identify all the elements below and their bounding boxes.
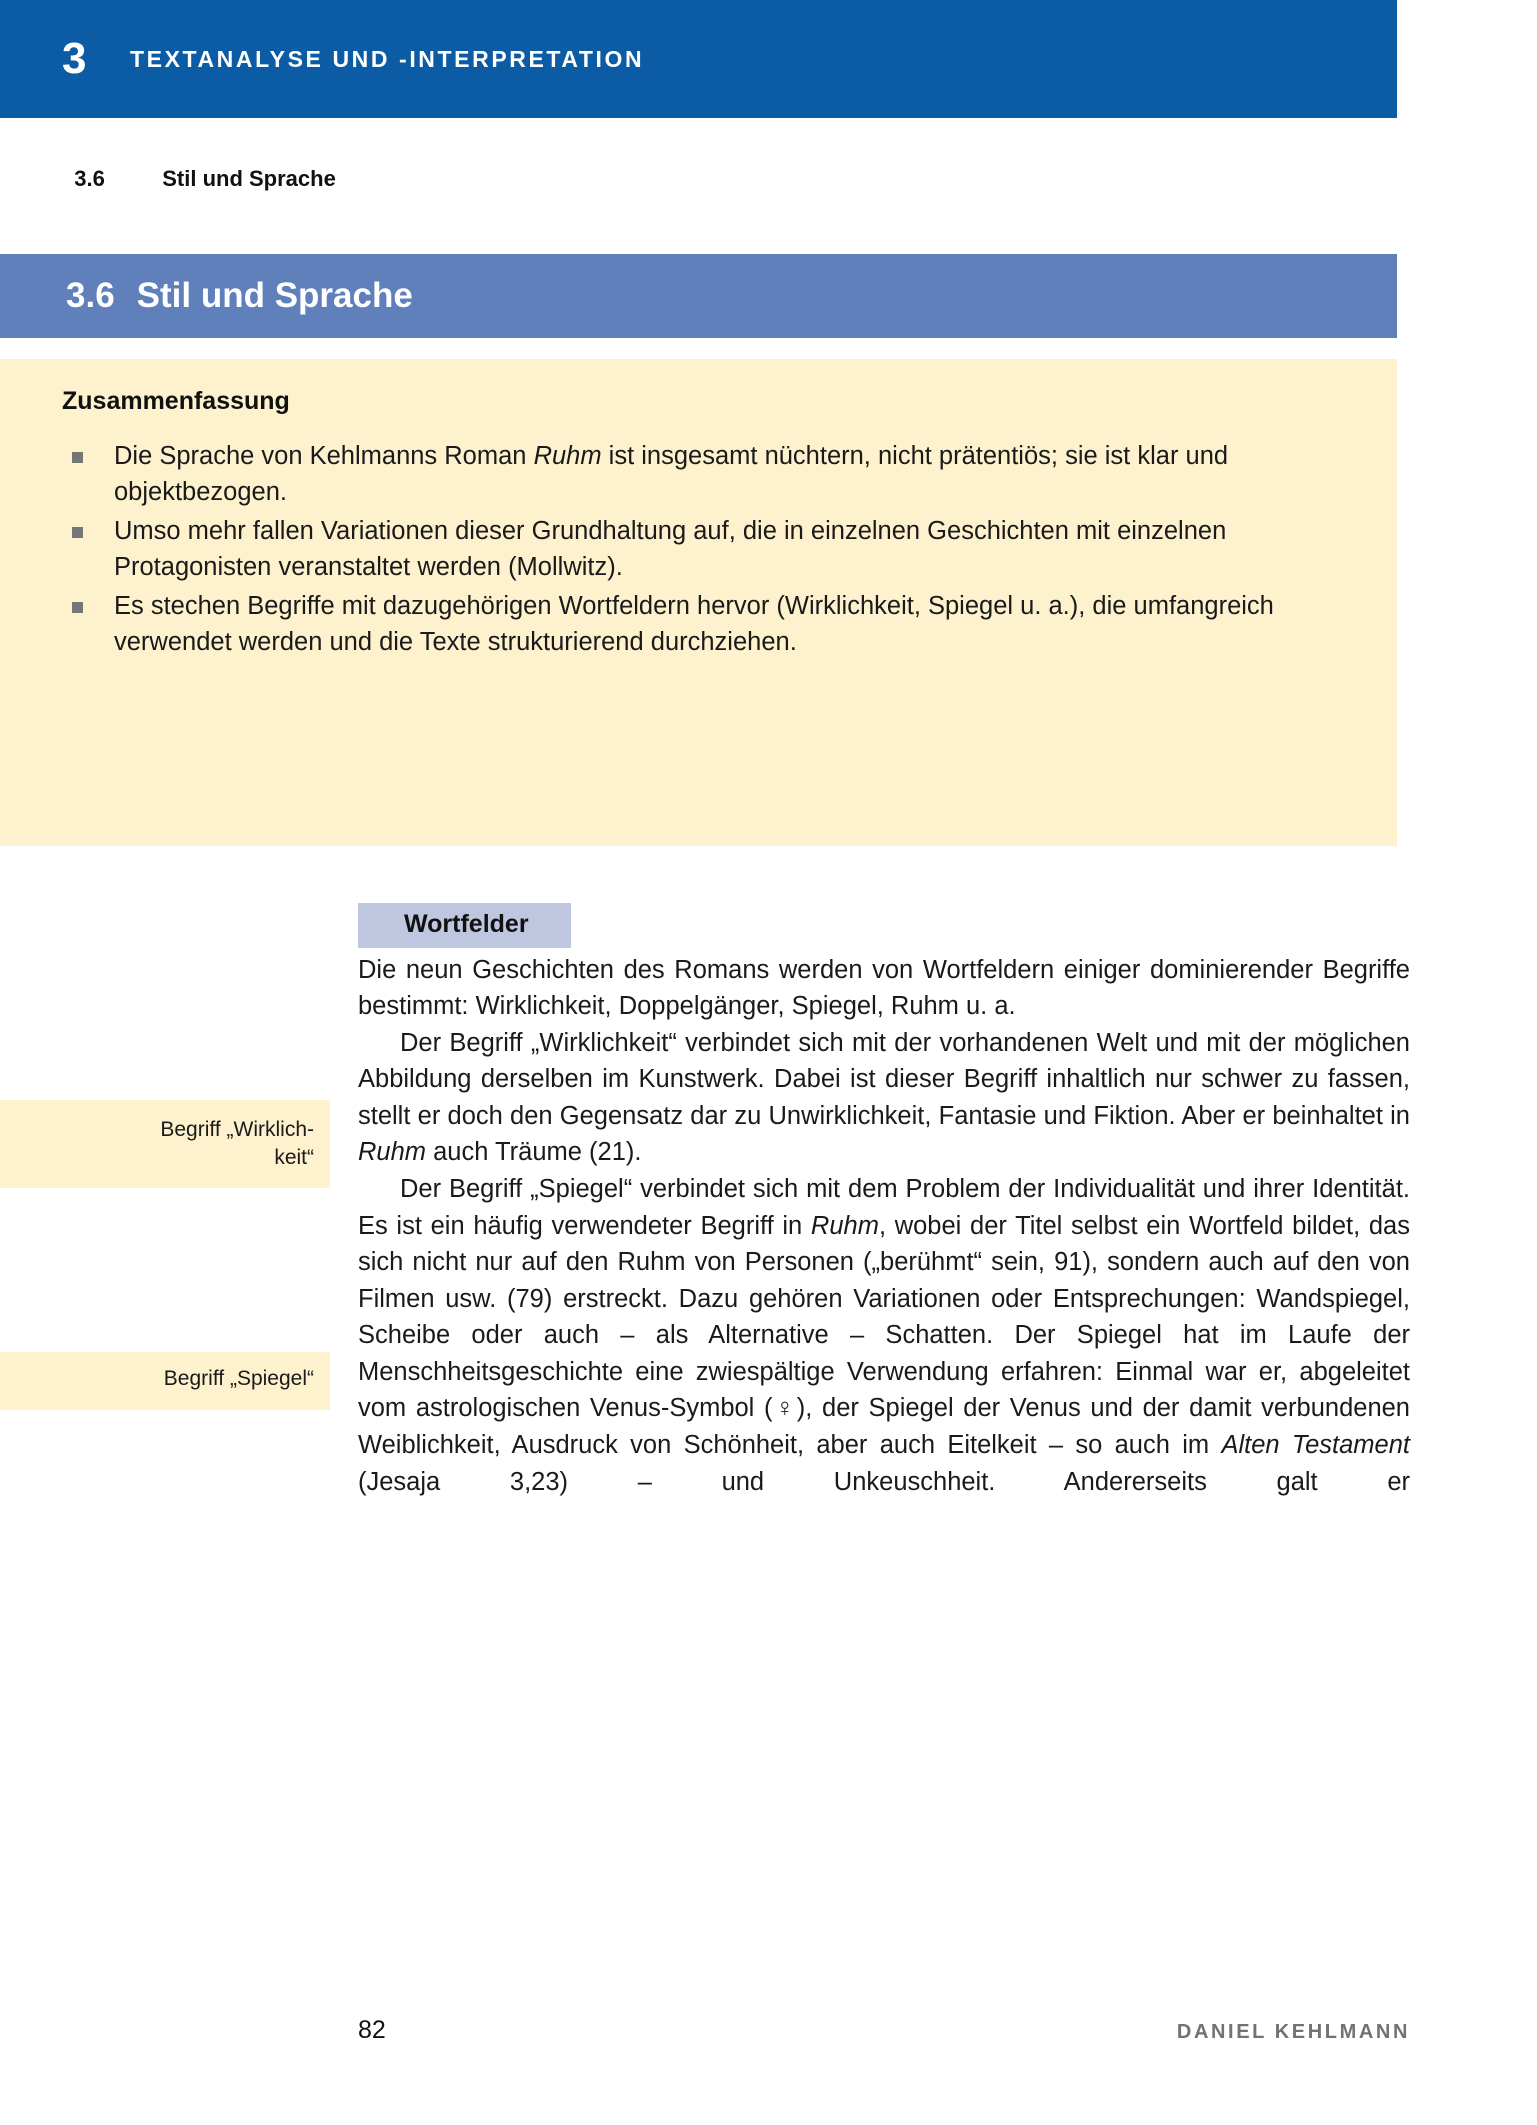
square-bullet-icon: [72, 602, 83, 613]
wortfelder-tag: Wortfelder: [358, 903, 571, 948]
paragraph: Der Begriff „Spiegel“ verbindet sich mit dem Problem der Individualität und ihrer Identität. Es ist ein häufig verwendeter Begriff in Ruhm, wobei der Titel selbst ein Wortfeld bildet, das sich nicht nur auf den Ruhm von Personen („berühmt“ sein, 91), sondern auch auf den von Filmen usw. (79) erstreckt. Dazu gehören Variationen oder Entsprechungen: Wandspiegel, Scheibe oder auch – als Alternative – Schatten. Der Spiegel hat im Laufe der Menschheitsgeschichte eine zwiespältige Verwendung erfahren: Einmal war er, abgeleitet vom astrologischen Venus-Symbol (♀), der Spiegel der Venus und der damit verbundenen Weiblichkeit, Ausdruck von Schönheit, aber auch Eitelkeit – so auch im Alten Testament (Jesaja 3,23) – und Unkeuschheit. Andererseits galt er: [358, 1174, 1410, 1496]
section-title-band: [0, 254, 1397, 338]
paragraph: Der Begriff „Wirklichkeit“ verbindet sich mit der vorhandenen Welt und mit der möglichen Abbildung derselben im Kunstwerk. Dabei ist dieser Begriff inhaltlich nur schwer zu fassen, stellt er doch den Gegensatz dar zu Unwirklichkeit, Fantasie und Fiktion. Aber er beinhaltet in Ruhm auch Träume (21).: [358, 1028, 1410, 1167]
list-item-text: Umso mehr fallen Variationen dieser Grundhaltung auf, die in einzelnen Geschichten mit einzelnen Protagonisten veranstaltet werden (Mollwitz).: [114, 516, 1227, 582]
running-head: [62, 140, 336, 192]
summary-heading: Zusammenfassung: [62, 387, 290, 415]
margin-note-text: Begriff „Wirklich- keit“: [160, 1118, 314, 1169]
margin-note-text: Begriff „Spiegel“: [163, 1367, 314, 1390]
chapter-number: 3: [62, 34, 87, 83]
summary-bullet-list: [62, 438, 1353, 661]
chapter-header-bar: [0, 0, 1397, 118]
margin-note-spiegel: [0, 1352, 330, 1410]
running-head-title: Stil und Sprache: [162, 166, 336, 191]
page-number: 82: [358, 2016, 386, 2044]
square-bullet-icon: [72, 527, 83, 538]
main-text-column: [358, 903, 1410, 1537]
paragraph: Die neun Geschichten des Romans werden von Wortfeldern einiger dominierender Begriffe bestimmt: Wirklichkeit, Doppelgänger, Spiegel, Ruhm u. a.: [358, 955, 1410, 1021]
list-item: [62, 438, 1353, 511]
chapter-title: TEXTANALYSE UND -INTERPRETATION: [129, 45, 645, 72]
margin-note-wirklichkeit: [0, 1100, 330, 1188]
footer-author: DANIEL KEHLMANN: [1176, 2021, 1410, 2043]
running-head-number: 3.6: [74, 166, 105, 191]
section-number: 3.6: [66, 276, 115, 315]
summary-box: [0, 359, 1397, 846]
list-item: [62, 588, 1353, 661]
list-item: [62, 513, 1353, 586]
section-title: Stil und Sprache: [136, 276, 413, 315]
list-item-text: Die Sprache von Kehlmanns Roman Ruhm ist insgesamt nüchtern, nicht prätentiös; sie ist klar und objektbezogen.: [114, 442, 1229, 507]
list-item-text: Es stechen Begriffe mit dazugehörigen Wortfeldern hervor (Wirklichkeit, Spiegel u. a.), die umfangreich verwendet werden und die Texte strukturierend durchziehen.: [114, 591, 1274, 657]
page-footer: [0, 2016, 1410, 2056]
square-bullet-icon: [72, 452, 83, 463]
